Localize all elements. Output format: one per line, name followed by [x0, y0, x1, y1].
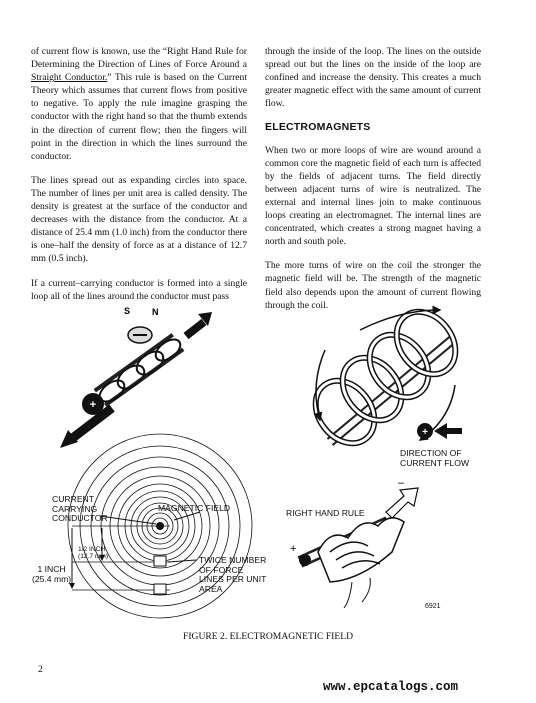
unit-area-far	[154, 584, 166, 594]
magnetic-field-label: MAGNETIC FIELD	[158, 503, 231, 513]
left-paragraph-1	[31, 45, 247, 163]
left-p1-text-a: of current flow is known, use the “Right Hand Rule for Determining the Direction of Lines of Force Around a	[31, 46, 247, 71]
rhr-minus-sign: –	[398, 477, 405, 489]
left-p1-text-b: ” This rule is based on the Current Theory which assumes that current flows from positive to negative. To apply the rule imagine grasping the conductor with the right hand so that the thumb extends in the direction of current flow; then the fingers will point in the direction in which the lines surround the conductor.	[31, 72, 247, 162]
straight-conductor-reference: Straight Conductor.	[31, 72, 108, 84]
right-paragraph-1: through the inside of the loop. The lines on the outside spread out but the lines on the inside of the loop are confined and increase the density. This creates a much greater magnetic effect with the same amount of current flow.	[265, 46, 481, 110]
compass-label-s: S	[124, 306, 131, 316]
one-inch-label: 1 INCH (25.4 mm)	[32, 564, 72, 584]
current-carrying-conductor-label: CURRENT CARRYING CONDUCTOR	[52, 494, 108, 523]
coil-plus-sign: +	[422, 427, 428, 438]
right-column	[265, 45, 481, 323]
electromagnetic-field-figure	[0, 290, 536, 630]
left-column	[31, 45, 247, 314]
right-paragraph-2: When two or more loops of wire are wound around a common core the magnetic field of each turn is affected by the fields of adjacent turns. The field directly between adjacent turns of wire is neutralized. The external and internal lines join to make continuous loops creating an electromagnet. The internal lines are concentrated, which creates a strong magnet having a north and south pole.	[265, 144, 481, 248]
compass-label-n: N	[152, 307, 159, 317]
half-inch-label: 1/2 INCH (12.7 mm)	[78, 546, 109, 560]
left-paragraph-3: If a current–carrying conductor is formed into a single loop all of the lines around the conductor must pass	[31, 277, 247, 302]
plus-sign-top: +	[89, 399, 97, 411]
straight-conductor-illustration	[60, 306, 212, 448]
page-number: 2	[38, 664, 43, 675]
current-arrow-out	[186, 322, 204, 336]
rhr-positive-end	[299, 554, 311, 566]
figure-caption: FIGURE 2. ELECTROMAGNETIC FIELD	[182, 631, 353, 642]
coil-illustration	[304, 300, 468, 455]
right-hand-rule-illustration	[290, 477, 418, 608]
right-hand-rule-label: RIGHT HAND RULE	[286, 508, 365, 518]
direction-of-current-flow-label: DIRECTION OF CURRENT FLOW	[400, 448, 470, 468]
watermark-link[interactable]: www.epcatalogs.com	[323, 680, 459, 694]
rhr-plus-sign: +	[290, 543, 297, 555]
unit-area-near	[154, 556, 166, 566]
figure-number: 6921	[425, 603, 441, 610]
rhr-thumb-arrow	[386, 488, 418, 518]
hand-shape	[318, 518, 404, 582]
twice-number-label: TWICE NUMBER OF FORCE LINES PER UNIT AREA	[199, 555, 267, 594]
conductor-leader	[100, 516, 156, 524]
section-heading-electromagnets: ELECTROMAGNETS	[265, 121, 371, 134]
left-paragraph-2: The lines spread out as expanding circles into space. The number of lines per unit area is called density. The density is greatest at the surface of the conductor and decreases with the distance from the conductor. At a distance of 25.4 mm (1.0 inch) from the conductor there is one–half the density of force as at a distance of 12.7 mm (0.5 inch).	[31, 174, 247, 265]
right-paragraph-3: The more turns of wire on the coil the stronger the magnetic field will be. The strength of the magnetic field also depends upon the amount of current flowing through the coil.	[265, 260, 481, 311]
